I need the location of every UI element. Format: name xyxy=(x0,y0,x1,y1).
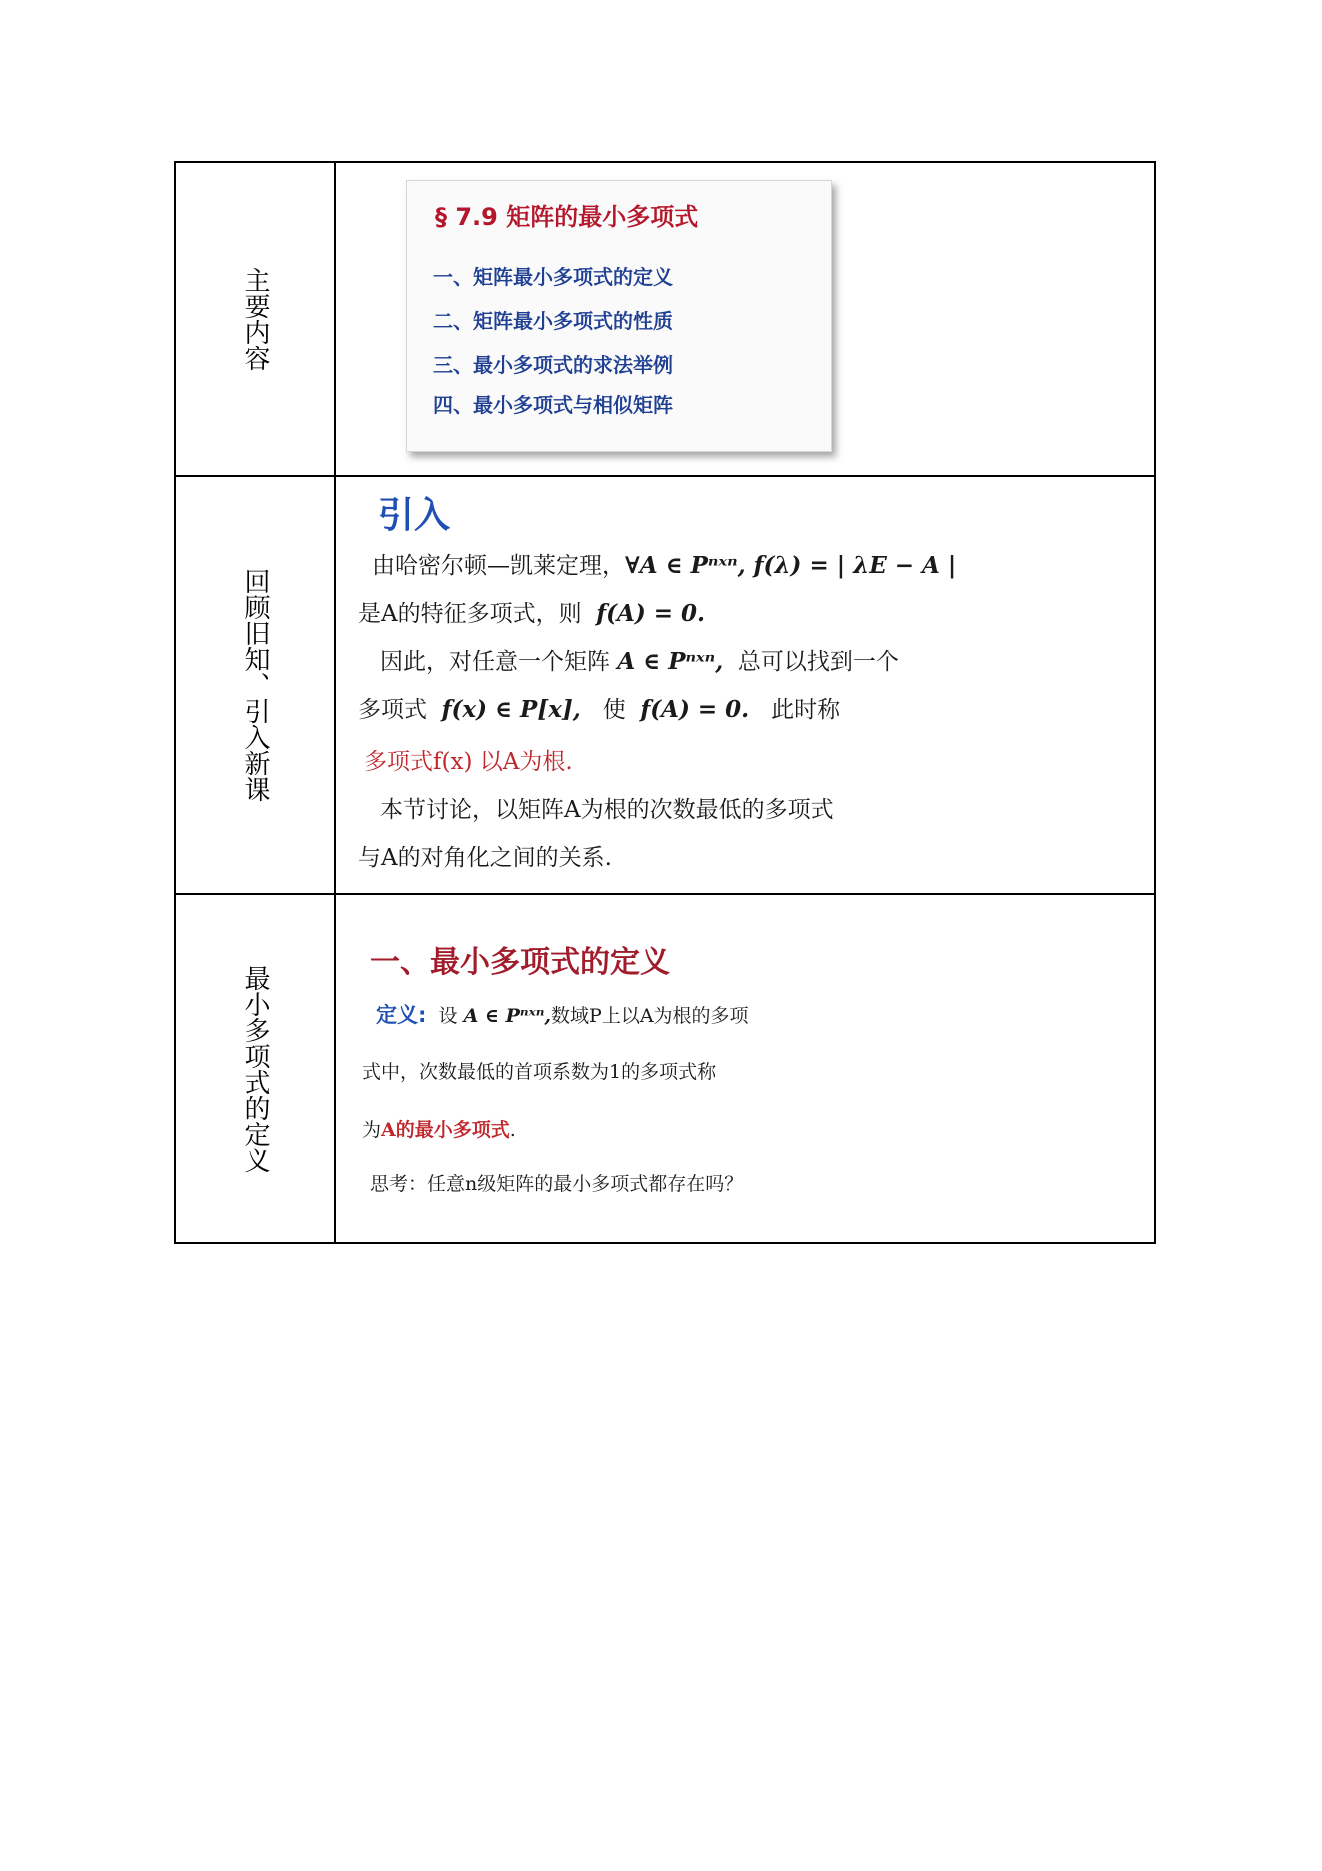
intro-line-6: 本节讨论，以矩阵A为根的次数最低的多项式 xyxy=(380,797,834,823)
definition-row xyxy=(175,894,1155,1243)
definition-line-3-a: 为 xyxy=(362,1119,382,1141)
summary-row xyxy=(175,162,1155,476)
intro-line-7: 与A的对角化之间的关系. xyxy=(358,845,612,871)
definition-label-cell xyxy=(175,894,335,1243)
intro-line-1-math: ∀A ∈ Pⁿˣⁿ, f(λ) = | λE − A | xyxy=(625,552,957,579)
intro-line-4-mid: 使 xyxy=(602,697,626,723)
intro-line-4-math: f(x) ∈ P[x], xyxy=(441,696,581,723)
intro-line-5: 多项式f(x) 以A为根. xyxy=(364,749,573,775)
intro-line-4-math2: f(A) = 0. xyxy=(640,696,750,723)
toc-list xyxy=(433,261,673,419)
intro-row xyxy=(175,476,1155,894)
summary-content-cell xyxy=(335,162,1155,476)
definition-label: 最小多项式的定义 xyxy=(240,964,270,1173)
definition-line-2: 式中，次数最低的首项系数为1的多项式称 xyxy=(362,1061,717,1083)
intro-line-3-math: A ∈ Pⁿˣⁿ, xyxy=(617,648,724,675)
intro-label: 回顾旧知、引入新课 xyxy=(240,568,270,802)
definition-line-3 xyxy=(362,1115,516,1142)
toc-item: 二、矩阵最小多项式的性质 xyxy=(433,309,673,333)
definition-line-3-red: A的最小多项式 xyxy=(381,1119,510,1141)
intro-line-3-tail: 总可以找到一个 xyxy=(737,649,899,675)
intro-line-1 xyxy=(372,547,956,580)
summary-label: 主要内容 xyxy=(240,267,270,371)
toc-item: 四、最小多项式与相似矩阵 xyxy=(433,393,673,417)
definition-line-1-b: 数域P上以A为根的多项 xyxy=(551,1005,749,1027)
intro-line-3-text: 因此，对任意一个矩阵 xyxy=(380,649,610,675)
intro-heading: 引入 xyxy=(378,495,451,536)
intro-content-cell xyxy=(335,476,1155,894)
intro-line-4-text: 多项式 xyxy=(358,697,427,723)
intro-label-cell xyxy=(175,476,335,894)
intro-line-4-tail: 此时称 xyxy=(771,697,841,723)
intro-line-1-text: 由哈密尔顿—凯莱定理， xyxy=(372,553,625,579)
intro-line-4 xyxy=(358,691,840,724)
lesson-plan-table xyxy=(174,161,1156,1244)
definition-content-cell xyxy=(335,894,1155,1243)
intro-line-2-text: 是A的特征多项式，则 xyxy=(358,601,582,627)
toc-item: 三、最小多项式的求法举例 xyxy=(433,353,673,377)
intro-line-2-math: f(A) = 0. xyxy=(596,600,706,627)
definition-line-1-a: 设 xyxy=(438,1005,458,1027)
think-question: 思考：任意n级矩阵的最小多项式都存在吗？ xyxy=(370,1173,744,1195)
definition-heading: 一、最小多项式的定义 xyxy=(370,945,670,980)
summary-label-cell xyxy=(175,162,335,476)
intro-line-2 xyxy=(358,595,705,628)
definition-line-3-b: . xyxy=(509,1119,516,1141)
intro-line-3 xyxy=(380,643,899,676)
slide-card xyxy=(406,180,832,452)
definition-line-1 xyxy=(376,999,749,1029)
slide-title: § 7.9 矩阵的最小多项式 xyxy=(435,203,699,231)
toc-item: 一、矩阵最小多项式的定义 xyxy=(433,265,673,289)
definition-keyword: 定义: xyxy=(376,1003,427,1027)
definition-line-1-math: A ∈ Pⁿˣⁿ, xyxy=(463,1005,552,1027)
